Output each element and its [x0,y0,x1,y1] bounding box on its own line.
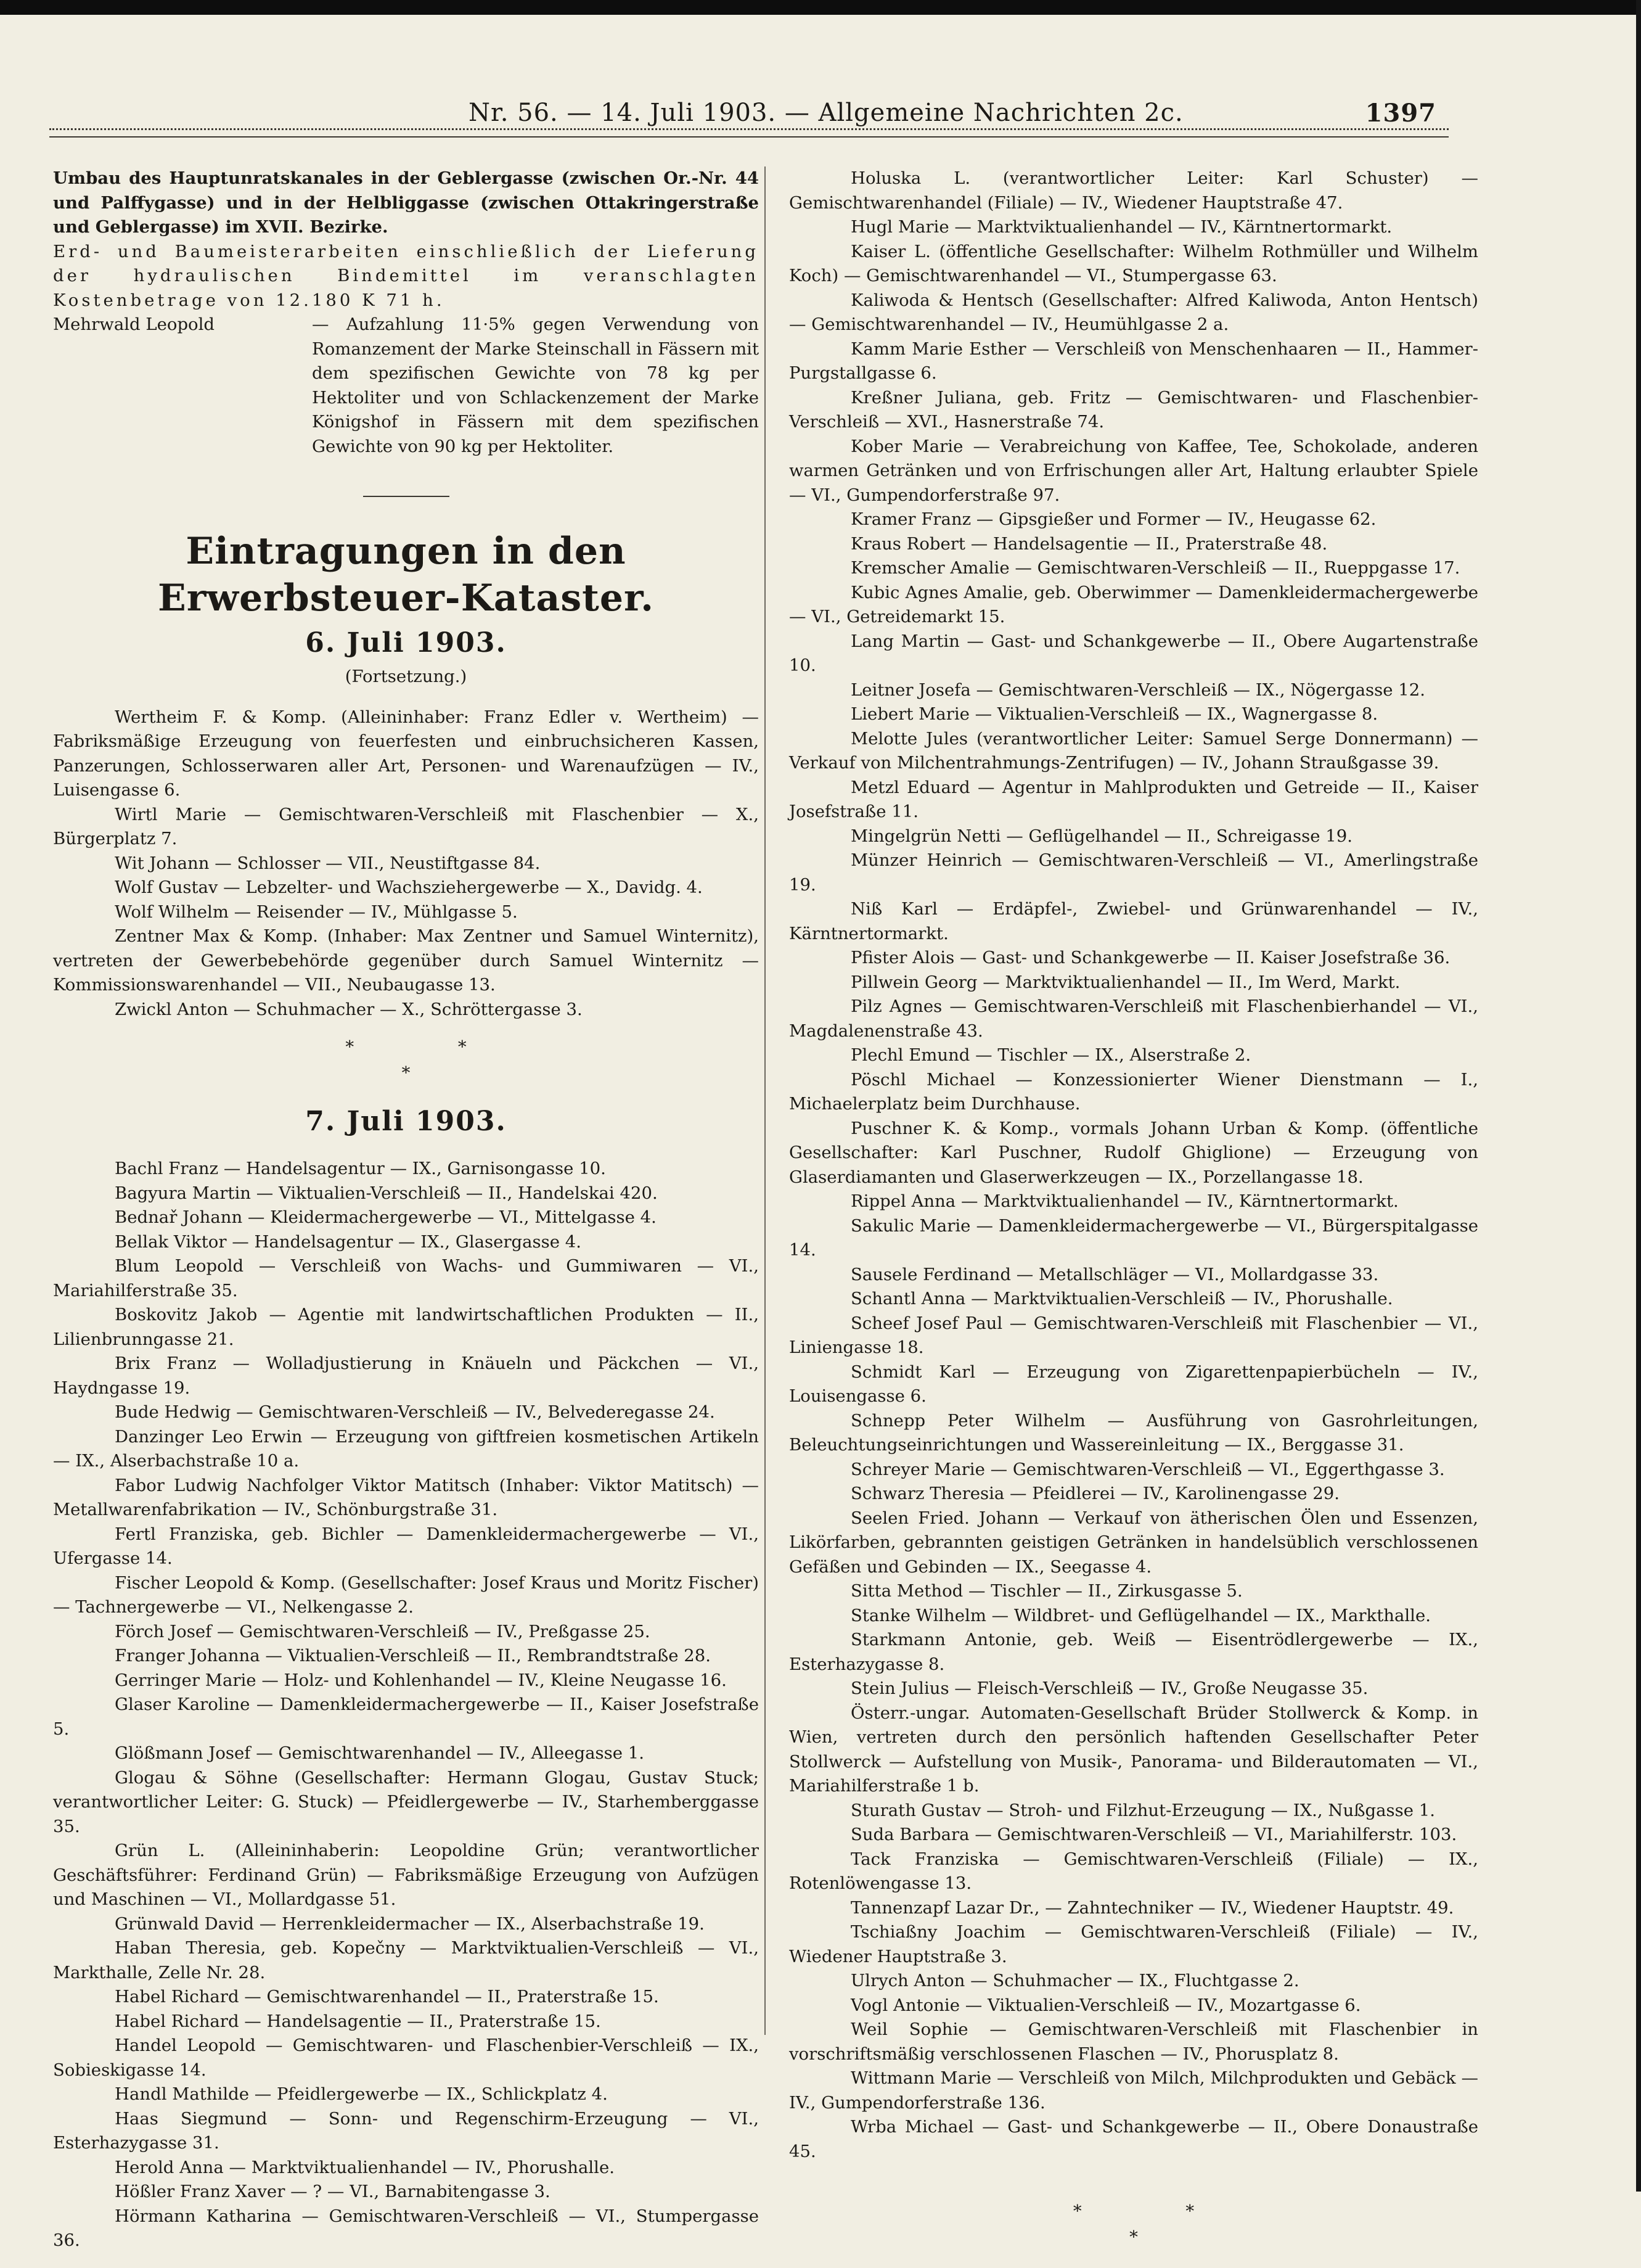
separator-stars-bottom: * [401,1062,411,1083]
list-item: Holuska L. (verantwortlicher Leiter: Karl Schuster) — Gemischtwarenhandel (Filiale) — IV., Wiedener Hauptstraße 47. [789,168,1478,213]
separator-stars-top: * * [345,1037,516,1057]
mehrwald-entry [53,313,759,459]
list-item: Mingelgrün Netti — Geflügelhandel — II., Schreigasse 19. [851,826,1353,846]
list-item: Lang Martin — Gast- und Schankgewerbe — II., Obere Augartenstraße 10. [789,631,1478,675]
scan-right-border [1636,0,1641,2192]
list-item: Tannenzapf Lazar Dr., — Zahntechniker — IV., Wiedener Hauptstr. 49. [851,1897,1454,1918]
list-item: Sitta Method — Tischler — II., Zirkusgasse 5. [851,1581,1243,1601]
list-item: Weil Sophie — Gemischtwaren-Verschleiß mit Flaschenbier in vorschriftsmäßig verschlossenen Flaschen — IV., Phorusplatz 8. [789,2019,1478,2064]
list-item: Gerringer Marie — Holz- und Kohlenhandel — IV., Kleine Neugasse 16. [115,1670,727,1690]
list-item: Ulrych Anton — Schuhmacher — IX., Fluchtgasse 2. [851,1971,1299,1991]
list-item: Danzinger Leo Erwin — Erzeugung von giftfreien kosmetischen Artikeln — IX., Alserbachstraße 10 a. [53,1426,759,1471]
separator-stars-top: * * [1073,2201,1244,2221]
list-item: Sturath Gustav — Stroh- und Filzhut-Erzeugung — IX., Nußgasse 1. [851,1800,1436,1820]
list-item: Pillwein Georg — Marktviktualienhandel — II., Im Werd, Markt. [851,972,1401,992]
list-item: Pöschl Michael — Konzessionierter Wiener Dienstmann — I., Michaelerplatz beim Durchhause. [789,1069,1478,1114]
list-item: Bednař Johann — Kleidermachergewerbe — VI., Mittelgasse 4. [115,1207,657,1227]
list-item: Haas Siegmund — Sonn- und Regenschirm-Erzeugung — VI., Esterhazygasse 31. [53,2108,759,2153]
list-item: Kremscher Amalie — Gemischtwaren-Verschleiß — II., Rueppgasse 17. [851,558,1460,578]
main-title: Eintragungen in den Erwerbsteuer-Kataster. [158,530,654,620]
list-item: Blum Leopold — Verschleiß von Wachs- und Gummiwaren — VI., Mariahilferstraße 35. [53,1256,759,1300]
list-item: Rippel Anna — Marktviktualienhandel — IV., Kärntnertormarkt. [851,1191,1399,1211]
list-item: Haban Theresia, geb. Kopečny — Marktviktualien-Verschleiß — VI., Markthalle, Zelle Nr. 28. [53,1938,759,1982]
list-item: Schnepp Peter Wilhelm — Ausführung von Gasrohrleitungen, Beleuchtungseinrichtungen und Wassereinleitung — IX., Berggasse 31. [789,1410,1478,1455]
list-item: Kramer Franz — Gipsgießer und Former — IV., Heugasse 62. [851,509,1377,529]
list-item: Habel Richard — Handelsagentie — II., Praterstraße 15. [115,2011,601,2031]
list-item: Schantl Anna — Marktviktualien-Verschleiß — IV., Phorushalle. [851,1289,1393,1309]
umbau-title: Umbau des Hauptunratskanales in der Geblergasse (zwischen Or.-Nr. 44 und Palffygasse) und in der Helbliggasse (zwischen Ottakringerstraße und Geblergasse) im XVII. Bezirke. [53,168,759,237]
list-item: Zentner Max & Komp. (Inhaber: Max Zentner und Samuel Winternitz), vertreten der Gewerbebehörde gegenüber durch Samuel Winternitz — Kommissionswarenhandel — VII., Neubaugasse 13. [53,926,759,995]
list-item: Vogl Antonie — Viktualien-Verschleiß — IV., Mozartgasse 6. [851,1995,1361,2015]
list-item: Scheef Josef Paul — Gemischtwaren-Verschleiß mit Flaschenbier — VI., Liniengasse 18. [789,1313,1478,1357]
list-item: Kamm Marie Esther — Verschleiß von Menschenhaaren — II., Hammer-Purgstallgasse 6. [789,339,1478,383]
list-item: Hugl Marie — Marktviktualienhandel — IV., Kärntnertormarkt. [851,217,1393,237]
list-item: Glößmann Josef — Gemischtwarenhandel — IV., Alleegasse 1. [115,1743,644,1763]
list-item: Liebert Marie — Viktualien-Verschleiß — IX., Wagnergasse 8. [851,704,1378,724]
list-item: Bachl Franz — Handelsagentur — IX., Garnisongasse 10. [115,1159,606,1178]
list-item: Plechl Emund — Tischler — IX., Alserstraße 2. [851,1045,1251,1065]
date-heading-7-juli: 7. Juli 1903. [305,1106,507,1137]
list-item: Melotte Jules (verantwortlicher Leiter: Samuel Serge Donnermann) — Verkauf von Milchentrahmungs-Zentrifugen) — IV., Johann Straußgasse 39. [789,728,1478,773]
list-item: Förch Josef — Gemischtwaren-Verschleiß — IV., Preßgasse 25. [115,1621,650,1641]
list-item: Grünwald David — Herrenkleidermacher — IX., Alserbachstraße 19. [115,1913,705,1934]
list-item: Hörmann Katharina — Gemischtwaren-Verschleiß — VI., Stumpergasse 36. [53,2206,759,2250]
list-item: Boskovitz Jakob — Agentie mit landwirtschaftlichen Produkten — II., Lilienbrunngasse 21. [53,1305,759,1349]
list-item: Fabor Ludwig Nachfolger Viktor Matitsch (Inhaber: Viktor Matitsch) — Metallwarenfabrikation — IV., Schönburgstraße 31. [53,1475,759,1519]
list-item: Grün L. (Alleininhaberin: Leopoldine Grün; verantwortlicher Geschäftsführer: Ferdinand Grün) — Fabriksmäßige Erzeugung von Aufzügen und Maschinen — VI., Mollardgasse 51. [53,1841,759,1909]
section-rule [363,496,449,497]
list-item: Glaser Karoline — Damenkleidermachergewerbe — II., Kaiser Josefstraße 5. [53,1695,759,1739]
list-item: Suda Barbara — Gemischtwaren-Verschleiß — VI., Mariahilferstr. 103. [851,1825,1457,1844]
list-item: Wolf Wilhelm — Reisender — IV., Mühlgasse 5. [115,902,518,922]
page-number: 1397 [1365,99,1436,128]
list-item: Handel Leopold — Gemischtwaren- und Flaschenbier-Verschleiß — IX., Sobieskigasse 14. [53,2036,759,2080]
list-item: Sakulic Marie — Damenkleidermachergewerbe — VI., Bürgerspitalgasse 14. [789,1215,1478,1260]
right-column [789,166,1478,2268]
list-item: Hößler Franz Xaver — ? — VI., Barnabitengasse 3. [115,2182,550,2201]
list-item: Tack Franziska — Gemischtwaren-Verschleiß (Filiale) — IX., Rotenlöwengasse 13. [789,1849,1478,1893]
list-item: Wertheim F. & Komp. (Alleininhaber: Franz Edler v. Wertheim) — Fabriksmäßige Erzeugung von feuerfesten und einbruchsicheren Kassen, Panzerungen, Schlosserwaren aller Art, Personen- und Warenaufzügen — IV., Luisengasse 6. [53,707,759,800]
header-rule [49,128,1449,138]
list-item: Puschner K. & Komp., vormals Johann Urban & Komp. (öffentliche Gesellschafter: Karl Puschner, Rudolf Ghiglione) — Erzeugung von Glaserdiamanten und Glaserwerkzeugen — IX., Porzellangasse 18. [789,1118,1478,1187]
list-item: Niß Karl — Erdäpfel-, Zwiebel- und Grünwarenhandel — IV., Kärntnertormarkt. [789,899,1478,943]
list-item: Schreyer Marie — Gemischtwaren-Verschleiß — VI., Eggerthgasse 3. [851,1459,1445,1479]
column-divider [764,166,766,2035]
list-item: Tschiaßny Joachim — Gemischtwaren-Verschleiß (Filiale) — IV., Wiedener Hauptstraße 3. [789,1922,1478,1966]
list-item: Kraus Robert — Handelsagentie — II., Praterstraße 48. [851,533,1328,554]
list-item: Bellak Viktor — Handelsagentur — IX., Glasergasse 4. [115,1231,582,1252]
list-item: Wirtl Marie — Gemischtwaren-Verschleiß mit Flaschenbier — X., Bürgerplatz 7. [53,804,759,848]
list-item: Wit Johann — Schlosser — VII., Neustiftgasse 84. [115,853,541,873]
list-item: Kober Marie — Verabreichung von Kaffee, Tee, Schokolade, anderen warmen Getränken und von Erfrischungen aller Art, Haltung erlaubter Spiele — VI., Gumpendorferstraße 97. [789,436,1478,505]
fortsetzung: (Fortsetzung.) [345,667,467,686]
date-heading-6-juli: 6. Juli 1903. [305,627,507,659]
list-item: Fischer Leopold & Komp. (Gesellschafter: Josef Kraus und Moritz Fischer) — Tachnergewerbe — VI., Nelkengasse 2. [53,1572,759,1617]
list-item: Habel Richard — Gemischtwarenhandel — II., Praterstraße 15. [115,1987,659,2007]
list-item: Starkmann Antonie, geb. Weiß — Eisentrödlergewerbe — IX., Esterhazygasse 8. [789,1630,1478,1674]
list-item: Kreßner Juliana, geb. Fritz — Gemischtwaren- und Flaschenbier-Verschleiß — XVI., Hasnerstraße 74. [789,387,1478,432]
separator-stars-bottom: * [1129,2227,1138,2247]
list-item: Wolf Gustav — Lebzelter- und Wachsziehergewerbe — X., Davidg. 4. [115,877,703,897]
list-item: Seelen Fried. Johann — Verkauf von ätherischen Ölen und Essenzen, Likörfarben, gebrannten geistigen Getränken in handelsüblich verschlossenen Gefäßen und Gebinden — IX., Seegasse 4. [789,1508,1478,1577]
list-item: Sausele Ferdinand — Metallschläger — VI., Mollardgasse 33. [851,1264,1379,1284]
list-item: Pfister Alois — Gast- und Schankgewerbe — II. Kaiser Josefstraße 36. [851,948,1451,968]
list-item: Herold Anna — Marktviktualienhandel — IV., Phorushalle. [115,2157,615,2177]
list-item: Brix Franz — Wolladjustierung in Knäueln und Päckchen — VI., Haydngasse 19. [53,1354,759,1398]
list-item: Handl Mathilde — Pfeidlergewerbe — IX., Schlickplatz 4. [115,2084,608,2104]
list-item: Schwarz Theresia — Pfeidlerei — IV., Karolinengasse 29. [851,1484,1340,1503]
mehrwald-name: Mehrwald Leopold [53,314,215,334]
mehrwald-text: — Aufzahlung 11·5% gegen Verwendung von Romanzement der Marke Steinschall in Fässern mit dem spezifischen Gewichte von 78 kg per Hektoliter und von Schlackenzement der Marke Königshof in Fässern mit dem spezifischen Gewichte von 90 kg per Hektoliter. [312,314,759,456]
list-item: Bude Hedwig — Gemischtwaren-Verschleiß — IV., Belvederegasse 24. [115,1402,715,1422]
list-item: Kubic Agnes Amalie, geb. Oberwimmer — Damenkleidermachergewerbe — VI., Getreidemarkt 15. [789,582,1478,627]
erd-text: Erd- und Baumeisterarbeiten einschließlich der Lieferung der hydraulischen Bindemittel im veranschlagten Kostenbetrage von 12.180 K 71 h. [53,241,759,310]
list-item: Österr.-ungar. Automaten-Gesellschaft Brüder Stollwerck & Komp. in Wien, vertreten durch den persönlich haftenden Gesellschafter Peter Stollwerck — Aufstellung von Musik-, Panorama- und Bilderautomaten — VI., Mariahilferstraße 1 b. [789,1703,1478,1796]
list-item: Stanke Wilhelm — Wildbret- und Geflügelhandel — IX., Markthalle. [851,1605,1431,1625]
list-item: Bagyura Martin — Viktualien-Verschleiß — II., Handelskai 420. [115,1183,658,1203]
list-item: Franger Johanna — Viktualien-Verschleiß — II., Rembrandtstraße 28. [115,1646,711,1666]
left-column [53,166,759,2253]
list-item: Wittmann Marie — Verschleiß von Milch, Milchprodukten und Gebäck — IV., Gumpendorferstraße 136. [789,2068,1478,2113]
list-item: Pilz Agnes — Gemischtwaren-Verschleiß mit Flaschenbierhandel — VI., Magdalenenstraße 43. [789,996,1478,1041]
list-item: Kaiser L. (öffentliche Gesellschafter: Wilhelm Rothmüller und Wilhelm Koch) — Gemischtwarenhandel — VI., Stumpergasse 63. [789,241,1478,286]
list-item: Kaliwoda & Hentsch (Gesellschafter: Alfred Kaliwoda, Anton Hentsch) — Gemischtwarenhandel — IV., Heumühlgasse 2 a. [789,290,1478,334]
list-item: Schmidt Karl — Erzeugung von Zigarettenpapierbücheln — IV., Louisengasse 6. [789,1362,1478,1406]
list-item: Leitner Josefa — Gemischtwaren-Verschleiß — IX., Nögergasse 12. [851,680,1426,700]
list-item: Zwickl Anton — Schuhmacher — X., Schröttergasse 3. [115,999,583,1019]
list-item: Metzl Eduard — Agentur in Mahlprodukten und Getreide — II., Kaiser Josefstraße 11. [789,777,1478,821]
list-item: Münzer Heinrich — Gemischtwaren-Verschleiß — VI., Amerlingstraße 19. [789,850,1478,895]
running-title: Nr. 56. — 14. Juli 1903. — Allgemeine Nachrichten 2c. [469,99,1184,127]
scan-top-border [0,0,1641,15]
list-item: Stein Julius — Fleisch-Verschleiß — IV., Große Neugasse 35. [851,1678,1369,1698]
list-item: Glogau & Söhne (Gesellschafter: Hermann Glogau, Gustav Stuck; verantwortlicher Leiter: G. Stuck) — Pfeidlergewerbe — IV., Starhemberggasse 35. [53,1767,759,1836]
list-item: Wrba Michael — Gast- und Schankgewerbe — II., Obere Donaustraße 45. [789,2117,1478,2161]
list-item: Fertl Franziska, geb. Bichler — Damenkleidermachergewerbe — VI., Ufergasse 14. [53,1524,759,1568]
